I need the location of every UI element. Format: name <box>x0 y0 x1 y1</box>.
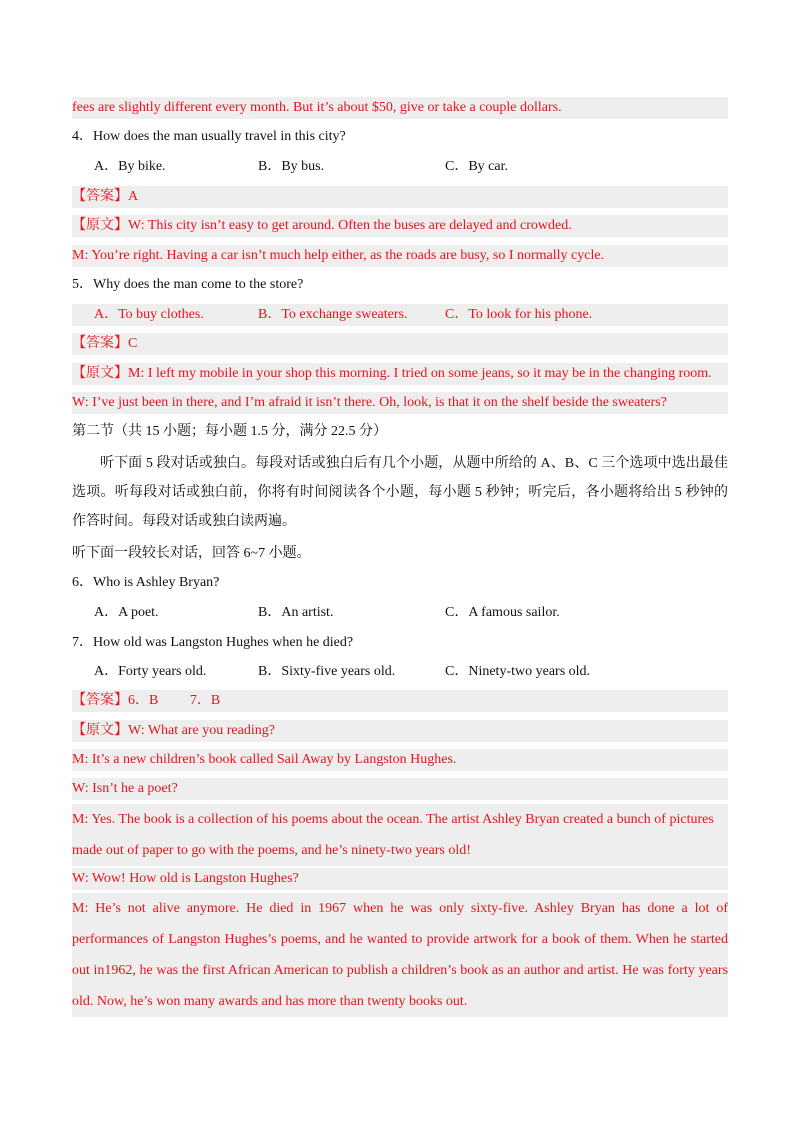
transcript-line: W: I’ve just been in there, and I’m afraid it isn’t there. Oh, look, is that it on the shelf beside the sweaters? <box>72 392 728 414</box>
transcript-line: M: It’s a new children’s book called Sail Away by Langston Hughes. <box>72 749 728 771</box>
transcript-text: W: This city isn’t easy to get around. Often the buses are delayed and crowded. <box>128 218 572 233</box>
transcript-paragraph: M: He’s not alive anymore. He died in 1967 when he was only sixty-five. Ashley Bryan has done a lot of performances of Langston Hughes’s poems, and he wanted to provide artwork for a book of them. When he started out in1962, he was the first African American to publish a children’s book as an author and artist. He was forty years old. Now, he’s won many awards and has more than twenty books out. <box>72 893 728 1017</box>
question-4: 4．How does the man usually travel in this city? <box>72 129 346 144</box>
question-6-options <box>72 602 728 624</box>
option-c: C．A famous sailor. <box>445 605 560 620</box>
transcript-4 <box>72 215 728 237</box>
answer-4: 【答案】A <box>72 186 728 208</box>
question-7: 7．How old was Langston Hughes when he died? <box>72 635 354 650</box>
section-instructions: 听下面 5 段对话或独白。每段对话或独白后有几个小题，从题中所给的 A、B、C 三个选项中选出最佳选项。听每段对话或独白前，你将有时间阅读各个小题，每小题 5 秒钟；听完后，各小题将给出 5 秒钟的作答时间。每段对话或独白读两遍。 <box>72 456 728 529</box>
question-4-options <box>72 156 728 178</box>
option-a: A．To buy clothes. <box>94 307 204 322</box>
option-b: B．By bus. <box>258 159 325 174</box>
transcript-6-7 <box>72 720 728 742</box>
transcript-line: W: Wow! How old is Langston Hughes? <box>72 868 728 890</box>
option-c: C．To look for his phone. <box>445 307 593 322</box>
transcript-5 <box>72 363 728 385</box>
transcript-text: M: I left my mobile in your shop this morning. I tried on some jeans, so it may be in the changing room. <box>128 366 712 381</box>
transcript-line: fees are slightly different every month. But it’s about $50, give or take a couple dollars. <box>72 97 728 119</box>
option-b: B．To exchange sweaters. <box>258 307 408 322</box>
answer-5: 【答案】C <box>72 333 728 355</box>
transcript-tag: 【原文】 <box>72 366 128 381</box>
option-c: C．Ninety-two years old. <box>445 664 591 679</box>
question-7-options <box>72 661 728 683</box>
dialogue-instructions: 听下面一段较长对话，回答 6~7 小题。 <box>72 546 311 561</box>
transcript-paragraph: M: Yes. The book is a collection of his poems about the ocean. The artist Ashley Bryan created a bunch of pictures made out of paper to go with the poems, and he’s ninety-two years old! <box>72 804 728 866</box>
option-a: A．A poet. <box>94 605 159 620</box>
option-b: B．Sixty-five years old. <box>258 664 396 679</box>
answer-6-7: 【答案】6．B 7．B <box>72 690 728 712</box>
question-5-options <box>72 304 728 326</box>
transcript-tag: 【原文】 <box>72 218 128 233</box>
option-b: B．An artist. <box>258 605 334 620</box>
transcript-line: W: Isn’t he a poet? <box>72 778 728 800</box>
transcript-line: M: You’re right. Having a car isn’t much help either, as the roads are busy, so I normally cycle. <box>72 245 728 267</box>
transcript-text: W: What are you reading? <box>128 723 275 738</box>
option-a: A．Forty years old. <box>94 664 207 679</box>
option-a: A．By bike. <box>94 159 166 174</box>
option-c: C．By car. <box>445 159 508 174</box>
question-5: 5．Why does the man come to the store? <box>72 277 304 292</box>
section-2-heading: 第二节（共 15 小题；每小题 1.5 分，满分 22.5 分） <box>72 424 387 439</box>
question-6: 6．Who is Ashley Bryan? <box>72 575 220 590</box>
transcript-tag: 【原文】 <box>72 723 128 738</box>
